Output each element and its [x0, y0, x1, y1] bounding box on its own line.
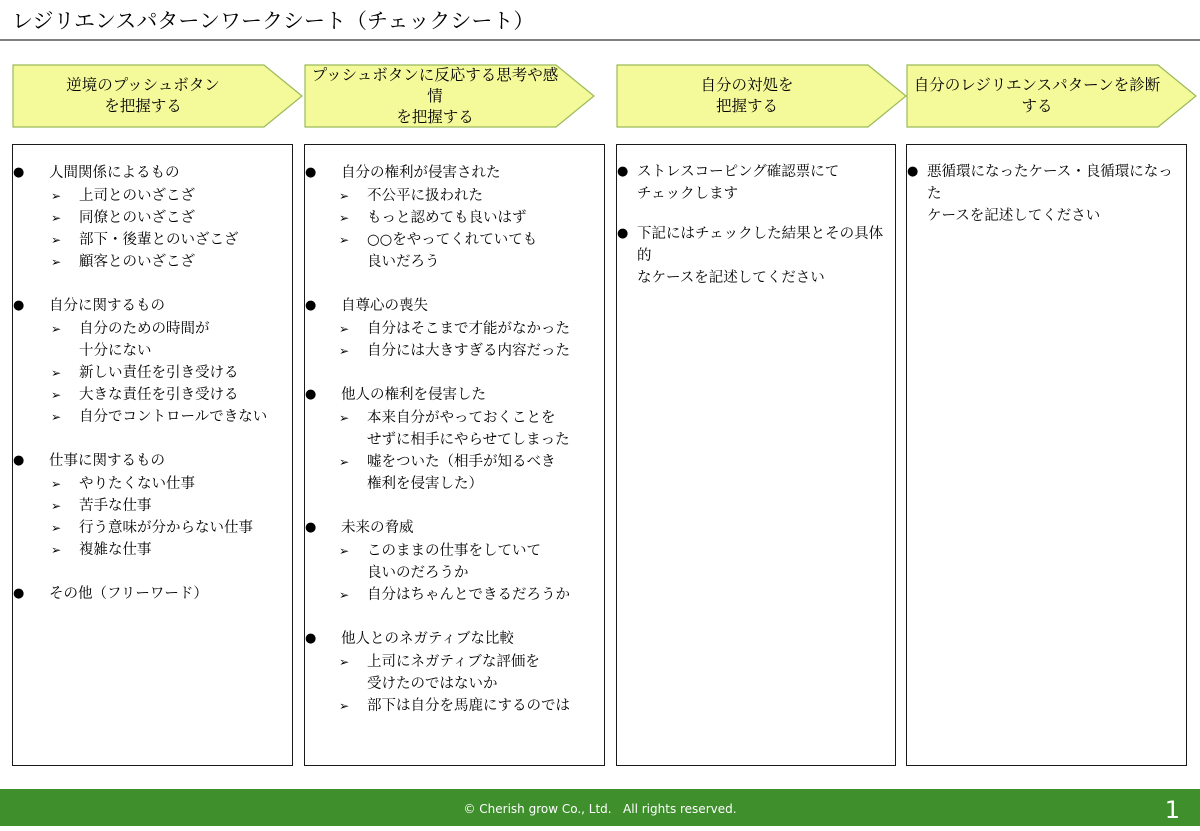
- list-item: ➢ 自分のための時間が 十分にない: [13, 318, 292, 362]
- list-group: [305, 294, 604, 362]
- list-item: ➢ 自分はそこまで才能がなかった: [305, 318, 604, 340]
- bullet-icon: ●: [305, 631, 317, 646]
- arrow-bullet-icon: ➢: [338, 211, 350, 225]
- list-item: ➢ 不公平に扱われた: [305, 185, 604, 207]
- arrow-bullet-icon: ➢: [50, 322, 62, 336]
- list-item: ➢ 自分には大きすぎる内容だった: [305, 340, 604, 362]
- arrow-bullet-icon: ➢: [50, 255, 62, 269]
- list-item: ➢ 大きな責任を引き受ける: [13, 384, 292, 406]
- list-item: ➢ 新しい責任を引き受ける: [13, 362, 292, 384]
- arrow-bullet-icon: ➢: [338, 544, 350, 558]
- column-thoughts-feelings: [304, 144, 605, 766]
- bullet-icon: ●: [13, 586, 25, 601]
- arrow-bullet-icon: ➢: [50, 477, 62, 491]
- group-heading: ● 他人とのネガティブな比較: [305, 627, 604, 651]
- bullet-icon: ●: [617, 226, 629, 241]
- group-heading: ● 自尊心の喪失: [305, 294, 604, 318]
- step-header-label: プッシュボタンに反応する思考や感情 を把握する: [311, 65, 559, 126]
- list-item: ➢ 同僚とのいざこざ: [13, 207, 292, 229]
- arrow-bullet-icon: ➢: [338, 588, 350, 602]
- copyright-text: © Cherish grow Co., Ltd. All rights reserved.: [463, 802, 737, 816]
- step-header-label: 自分の対処を 把握する: [700, 76, 794, 115]
- bullet-icon: ●: [907, 164, 919, 179]
- list-item: ➢ 顧客とのいざこざ: [13, 251, 292, 273]
- column-resilience-pattern: [906, 144, 1187, 766]
- list-item: ➢ 苦手な仕事: [13, 495, 292, 517]
- group-heading: ● 他人の権利を侵害した: [305, 383, 604, 407]
- list-group: [617, 223, 895, 289]
- list-item: ➢ 上司にネガティブな評価を 受けたのではないか: [305, 651, 604, 695]
- arrow-bullet-icon: ➢: [338, 189, 350, 203]
- group-heading: ● 下記にはチェックした結果とその具体的 なケースを記述してください: [617, 223, 895, 289]
- bullet-icon: ●: [13, 165, 25, 180]
- bullet-icon: ●: [617, 164, 629, 179]
- arrow-bullet-icon: ➢: [50, 189, 62, 203]
- list-group: [13, 161, 292, 273]
- group-heading: ● 仕事に関するもの: [13, 449, 292, 473]
- bullet-icon: ●: [305, 520, 317, 535]
- page-number: 1: [1164, 796, 1180, 824]
- bullet-icon: ●: [305, 165, 317, 180]
- list-item: ➢ 自分でコントロールできない: [13, 406, 292, 428]
- step-header-3: [616, 64, 908, 128]
- list-group: [13, 449, 292, 561]
- bullet-icon: ●: [305, 298, 317, 313]
- list-item: ➢ 嘘をついた（相手が知るべき 権利を侵害した）: [305, 451, 604, 495]
- arrow-bullet-icon: ➢: [338, 344, 350, 358]
- list-item: ➢ 部下・後輩とのいざこざ: [13, 229, 292, 251]
- arrow-bullet-icon: ➢: [50, 521, 62, 535]
- list-group: [305, 383, 604, 495]
- arrow-bullet-icon: ➢: [50, 410, 62, 424]
- list-item: ➢ 上司とのいざこざ: [13, 185, 292, 207]
- arrow-bullet-icon: ➢: [338, 455, 350, 469]
- list-group: [305, 627, 604, 717]
- step-header-4: [906, 64, 1198, 128]
- column-push-buttons: [12, 144, 293, 766]
- list-item: ➢ ○○をやってくれていても 良いだろう: [305, 229, 604, 273]
- bullet-icon: ●: [13, 298, 25, 313]
- group-heading: ● 自分に関するもの: [13, 294, 292, 318]
- arrow-bullet-icon: ➢: [50, 543, 62, 557]
- arrow-bullet-icon: ➢: [338, 411, 350, 425]
- list-item: ➢ 複雑な仕事: [13, 539, 292, 561]
- list-group: [13, 582, 292, 606]
- step-header-2: [304, 64, 596, 128]
- arrow-bullet-icon: ➢: [338, 322, 350, 336]
- group-heading: ● 自分の権利が侵害された: [305, 161, 604, 185]
- group-heading: ● 未来の脅威: [305, 516, 604, 540]
- arrow-bullet-icon: ➢: [50, 211, 62, 225]
- bullet-icon: ●: [305, 387, 317, 402]
- bullet-icon: ●: [13, 453, 25, 468]
- arrow-bullet-icon: ➢: [338, 233, 350, 247]
- list-item: ➢ やりたくない仕事: [13, 473, 292, 495]
- arrow-bullet-icon: ➢: [338, 655, 350, 669]
- group-heading: ● 悪循環になったケース・良循環になった ケースを記述してください: [907, 161, 1186, 227]
- list-group: [305, 516, 604, 606]
- group-heading: ● ストレスコーピング確認票にて チェックします: [617, 161, 895, 205]
- arrow-bullet-icon: ➢: [338, 699, 350, 713]
- title-divider: [0, 39, 1200, 41]
- list-group: [907, 161, 1186, 227]
- list-group: [617, 161, 895, 205]
- step-header-label: 逆境のプッシュボタン を把握する: [66, 76, 220, 115]
- list-item: ➢ 行う意味が分からない仕事: [13, 517, 292, 539]
- footer-bar: [0, 789, 1200, 826]
- list-item: ➢ もっと認めても良いはず: [305, 207, 604, 229]
- page-title: レジリエンスパターンワークシート（チェックシート）: [12, 9, 535, 33]
- list-item: ➢ 自分はちゃんとできるだろうか: [305, 584, 604, 606]
- list-group: [13, 294, 292, 428]
- list-item: ➢ このままの仕事をしていて 良いのだろうか: [305, 540, 604, 584]
- group-heading: ● 人間関係によるもの: [13, 161, 292, 185]
- group-heading: ● その他（フリーワード）: [13, 582, 292, 606]
- arrow-bullet-icon: ➢: [50, 499, 62, 513]
- step-header-1: [12, 64, 304, 128]
- list-group: [305, 161, 604, 273]
- column-coping: [616, 144, 896, 766]
- list-item: ➢ 本来自分がやっておくことを せずに相手にやらせてしまった: [305, 407, 604, 451]
- list-item: ➢ 部下は自分を馬鹿にするのでは: [305, 695, 604, 717]
- arrow-bullet-icon: ➢: [50, 233, 62, 247]
- arrow-bullet-icon: ➢: [50, 366, 62, 380]
- arrow-bullet-icon: ➢: [50, 388, 62, 402]
- step-header-label: 自分のレジリエンスパターンを診断 する: [913, 76, 1161, 115]
